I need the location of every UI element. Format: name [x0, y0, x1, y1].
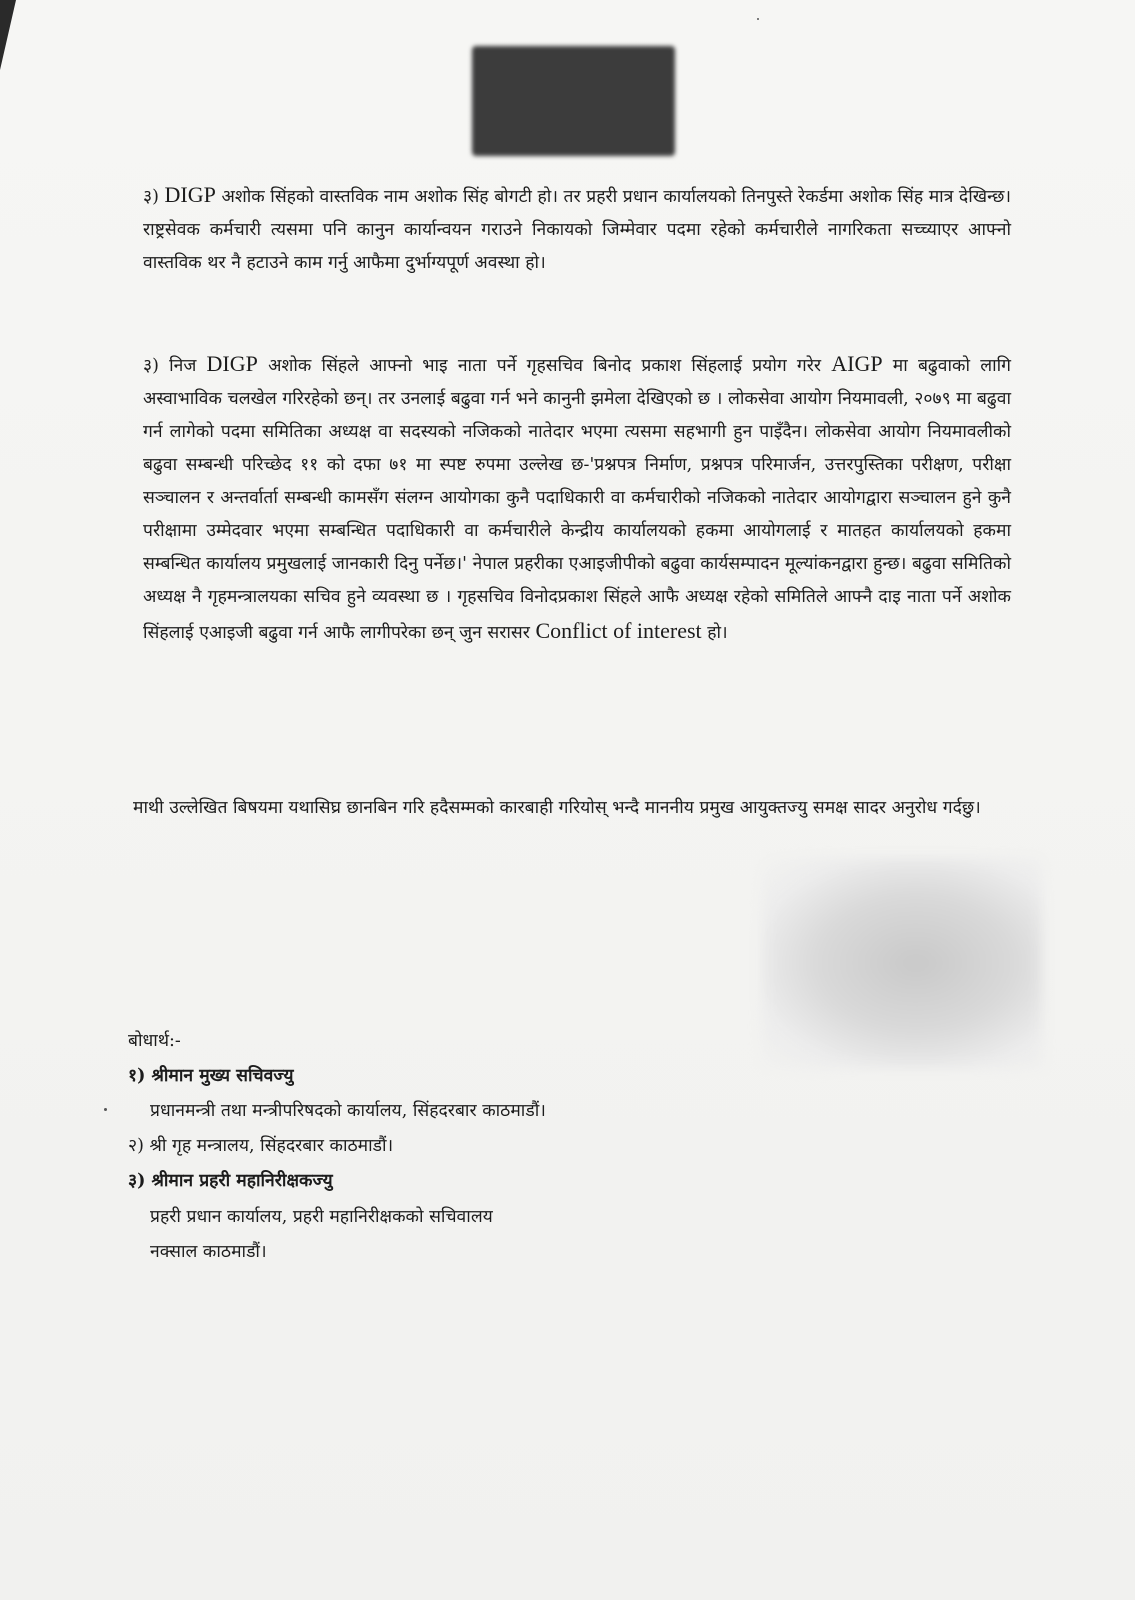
redacted-header-block: [472, 46, 675, 156]
paragraph-request: [133, 792, 1011, 825]
page-corner-fold: [0, 0, 16, 70]
paragraph-2: [143, 347, 1011, 650]
paragraph-1: [143, 178, 1011, 280]
cc-recipient-3-address-line-2: नक्साल काठमाडौं।: [150, 1242, 267, 1262]
paragraph-number: ३): [143, 356, 159, 376]
paragraph-text: मा बढुवाको लागि अस्वाभाविक चलखेल गरिरहेको छन्। तर उनलाई बढुवा गर्न भने कानुनी झमेला देखिएको छ । लोकसेवा आयोग नियमावली, २०७९ मा बढुवा गर्न लागेको पदमा समितिका अध्यक्ष वा सदस्यको नजिकको नातेदार भएमा त्यसमा सहभागी हुन पाइँदैन। लोकसेवा आयोग नियमावलीको बढुवा सम्बन्धी परिच्छेद ११ को दफा ७१ मा स्पष्ट रुपमा उल्लेख छ-'प्रश्नपत्र निर्माण, प्रश्नपत्र परिमार्जन, उत्तरपुस्तिका परीक्षण, परीक्षा सञ्चालन र अन्तर्वार्ता सम्बन्धी कामसँग संलग्न आयोगका कुनै पदाधिकारी वा कर्मचारीको नजिकको नातेदार आयोगद्वारा सञ्चालन हुने कुनै परीक्षामा उम्मेदवार भएमा सम्बन्धित पदाधिकारी वा कर्मचारीले केन्द्रीय कार्यालयको हकमा आयोगलाई र मातहत कार्यालयको हकमा सम्बन्धित कार्यालय प्रमुखलाई जानकारी दिनु पर्नेछ।' नेपाल प्रहरीका एआइजीपीको बढुवा कार्यसम्पादन मूल्यांकनद्वारा हुन्छ। बढुवा समितिको अध्यक्ष नै गृहमन्त्रालयका सचिव हुने व्यवस्था छ । गृहसचिव विनोदप्रकाश सिंहले आफै अध्यक्ष रहेको समितिले आफ्नै दाइ नाता पर्ने अशोक सिंहलाई एआइजी बढुवा गर्न आफै लागीपरेका छन् जुन सरासर: [143, 356, 1011, 643]
cc-recipient-1-address: प्रधानमन्त्री तथा मन्त्रीपरिषदको कार्यालय, सिंहदरबार काठमाडौं।: [150, 1101, 546, 1121]
paragraph-number: ३): [143, 187, 159, 207]
latin-term: DIGP: [206, 351, 258, 376]
redacted-signature-block: [762, 858, 1042, 1068]
latin-term: Conflict of interest: [535, 618, 702, 643]
cc-recipient-3-title: ३) श्रीमान प्रहरी महानिरीक्षकज्यु: [128, 1171, 333, 1191]
paragraph-text: अशोक सिंहको वास्तविक नाम अशोक सिंह बोगटी हो। तर प्रहरी प्रधान कार्यालयको तिनपुस्ते रेकर्डमा अशोक सिंह मात्र देखिन्छ। राष्ट्रसेवक कर्मचारी त्यसमा पनि कानुन कार्यान्वयन गराउने निकायको जिम्मेवार पदमा रहेको कर्मचारीले नागरिकता सच्च्याएर आफ्नो वास्तविक थर नै हटाउने काम गर्नु आफैमा दुर्भाग्यपूर्ण अवस्था हो।: [143, 187, 1011, 273]
paragraph-text: निज: [169, 356, 207, 376]
latin-term: DIGP: [164, 182, 216, 207]
cc-heading: बोधार्थ:-: [128, 1031, 181, 1051]
latin-term: AIGP: [831, 351, 883, 376]
paragraph-text: माथी उल्लेखित बिषयमा यथासिघ्र छानबिन गरि हदैसम्मको कारबाही गरियोस् भन्दै माननीय प्रमुख आयुक्तज्यु समक्ष सादर अनुरोध गर्दछु।: [133, 798, 981, 818]
cc-recipient-2: २) श्री गृह मन्त्रालय, सिंहदरबार काठमाडौं।: [128, 1136, 394, 1156]
cc-recipient-3-address-line-1: प्रहरी प्रधान कार्यालय, प्रहरी महानिरीक्षकको सचिवालय: [150, 1207, 493, 1227]
paragraph-text: अशोक सिंहले आफ्नो भाइ नाता पर्ने गृहसचिव बिनोद प्रकाश सिंहलाई प्रयोग गरेर: [257, 356, 832, 376]
cc-recipient-1-title: १) श्रीमान मुख्य सचिवज्यु: [128, 1066, 294, 1086]
paper-speck: [104, 1108, 107, 1111]
paragraph-text: हो।: [701, 623, 728, 643]
paper-speck: [757, 18, 759, 20]
